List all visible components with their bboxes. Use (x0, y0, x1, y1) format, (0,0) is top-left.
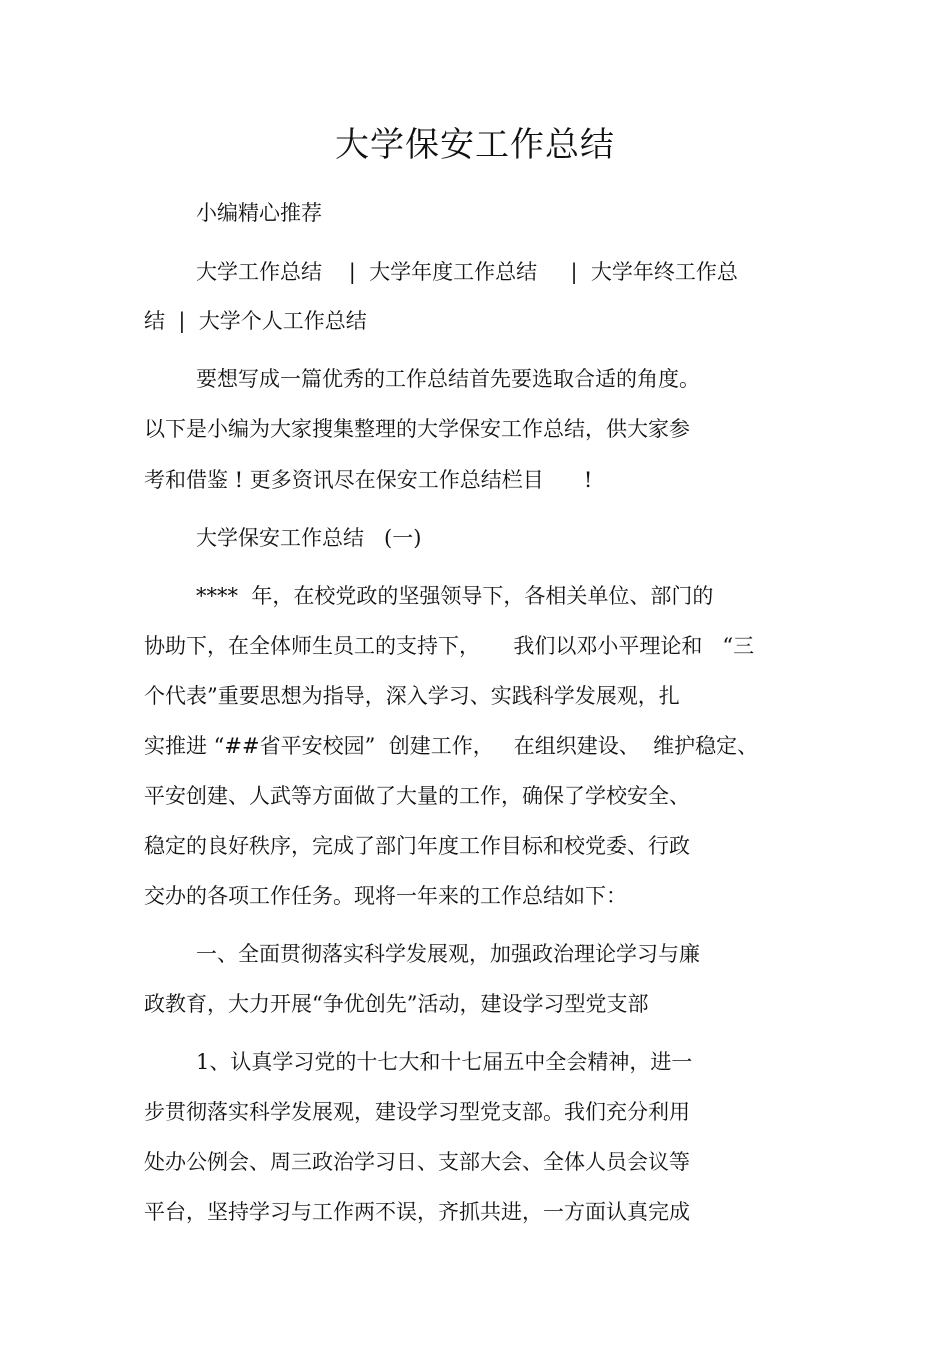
related-links-line-1: 大学工作总结 | 大学年度工作总结 | 大学年终工作总 (196, 260, 738, 284)
related-links-line-2: 结 | 大学个人工作总结 (144, 309, 367, 333)
section-heading: 大学保安工作总结 (一) (196, 526, 422, 550)
intro-line-3: 考和借鉴 ! 更多资讯尽在保安工作总结栏目 ! (144, 468, 593, 492)
item-line-2: 步贯彻落实科学发展观，建设学习型党支部。我们充分利用 (144, 1100, 690, 1124)
body-line-5: 平安创建、人武等方面做了大量的工作，确保了学校安全、 (144, 784, 690, 808)
body-line-3: 个代表”重要思想为指导，深入学习、实践科学发展观，扎 (144, 684, 680, 708)
item-line-4: 平台，坚持学习与工作两不误，齐抓共进，一方面认真完成 (144, 1200, 690, 1224)
intro-line-1: 要想写成一篇优秀的工作总结首先要选取合适的角度。 (196, 367, 700, 391)
item-line-3: 处办公例会、周三政治学习日、支部大会、全体人员会议等 (144, 1150, 690, 1174)
point-heading-line-2: 政教育，大力开展“争优创先”活动，建设学习型党支部 (144, 992, 649, 1016)
body-line-4: 实推进 “##省平安校园” 创建工作， 在组织建设、 维护稳定、 (144, 734, 759, 758)
intro-line-2: 以下是小编为大家搜集整理的大学保安工作总结，供大家参 (144, 417, 690, 441)
item-line-1: 1、认真学习党的十七大和十七届五中全会精神，进一 (196, 1050, 693, 1074)
recommend-label: 小编精心推荐 (196, 201, 322, 225)
body-line-6: 稳定的良好秩序，完成了部门年度工作目标和校党委、行政 (144, 834, 690, 858)
body-line-2: 协助下，在全体师生员工的支持下， 我们以邓小平理论和 “三 (144, 634, 755, 658)
body-line-1: **** 年，在校党政的坚强领导下，各相关单位、部门的 (196, 584, 714, 608)
point-heading-line-1: 一、全面贯彻落实科学发展观，加强政治理论学习与廉 (196, 942, 700, 966)
body-line-7: 交办的各项工作任务。现将一年来的工作总结如下： (144, 884, 627, 908)
document-title: 大学保安工作总结 (335, 125, 615, 165)
